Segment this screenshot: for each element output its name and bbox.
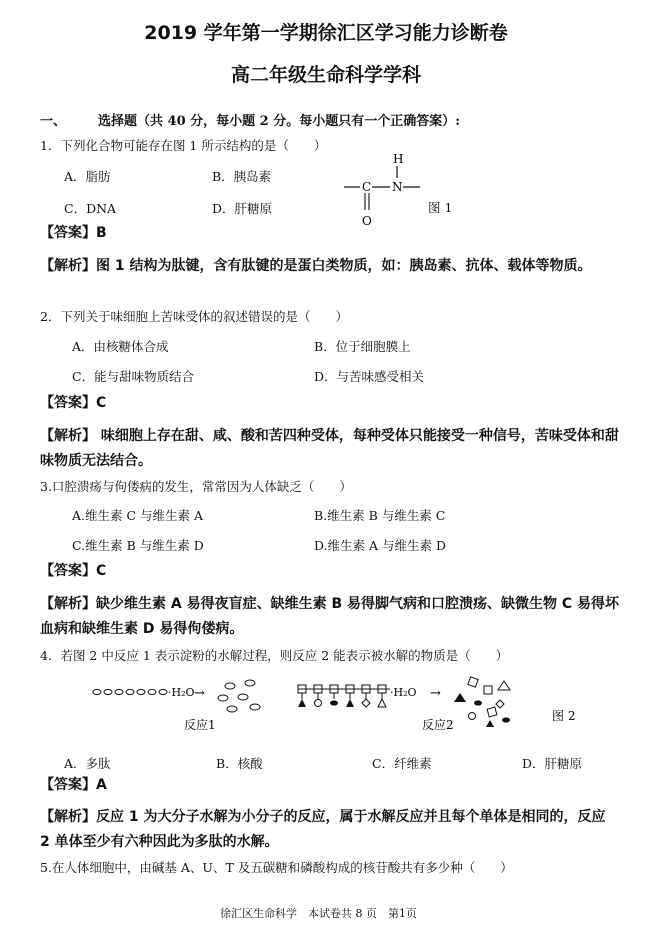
reaction-2-monomers	[454, 677, 510, 727]
question-1-explanation: 【解析】图 1 结构为肽键，含有肽键的是蛋白类物质，如：胰岛素、抗体、载体等物质。	[40, 258, 592, 274]
question-4-option-c: C．纤维素	[372, 756, 432, 771]
question-3-option-a: A.维生素 C 与维生素 A	[72, 508, 204, 523]
question-3-answer: 【答案】C	[40, 563, 107, 579]
reaction-1-water: ·H₂O	[168, 686, 195, 699]
figure-2-hydrolysis	[80, 672, 620, 750]
question-4-explanation: 【解析】反应 1 为大分子水解为小分子的反应，属于水解反应并且每个单体是相同的，反应 2 单体至少有六种因此为多肽的水解。	[40, 809, 606, 850]
question-4-option-a: A．多肽	[64, 756, 111, 771]
reaction-1-arrow: →	[194, 686, 205, 701]
page-subtitle: 高二年级生命科学学科	[230, 64, 421, 86]
question-3-option-b: B.维生素 B 与维生素 C	[314, 508, 446, 523]
question-2-option-d: D．与苦味感受相关	[314, 369, 425, 384]
atom-c: C	[362, 180, 372, 194]
question-2-explanation: 【解析】 味细胞上存在甜、咸、酸和苦四种受体，每种受体只能接受一种信号，苦味受体和甜味物质无法结合。	[40, 428, 619, 469]
reaction-2-polymer-chain	[298, 685, 390, 707]
question-4-stem: 4．若图 2 中反应 1 表示淀粉的水解过程，则反应 2 能表示被水解的物质是（ ）	[40, 648, 509, 663]
question-1-option-a: A．脂肪	[64, 169, 111, 184]
question-1-answer: 【答案】B	[40, 225, 107, 241]
question-2-option-c: C．能与甜味物质结合	[72, 369, 195, 384]
question-1-option-b: B．胰岛素	[212, 169, 272, 184]
question-1-option-d: D．肝糖原	[212, 201, 273, 216]
atom-h: H	[393, 152, 404, 166]
atom-n: N	[392, 180, 403, 194]
section-title: 选择题（共 40 分，每小题 2 分。每小题只有一个正确答案）:	[98, 114, 461, 129]
page-title: 2019 学年第一学期徐汇区学习能力诊断卷	[144, 22, 508, 44]
atom-o: O	[362, 214, 372, 228]
question-1-option-c: C．DNA	[64, 201, 117, 216]
question-3-option-d: D.维生素 A 与维生素 D	[314, 538, 447, 553]
question-2-option-b: B．位于细胞膜上	[314, 339, 411, 354]
question-3-option-c: C.维生素 B 与维生素 D	[72, 538, 204, 553]
figure-1-label: 图 1	[428, 200, 453, 215]
reaction-2-label: 反应2	[422, 718, 454, 732]
question-2-answer: 【答案】C	[40, 395, 107, 411]
question-4-answer: 【答案】A	[40, 777, 107, 793]
reaction-2-water: ·H₂O	[390, 686, 417, 699]
question-2-option-a: A．由核糖体合成	[72, 339, 169, 354]
question-1-stem: 1．下列化合物可能存在图 1 所示结构的是（ ）	[40, 138, 327, 153]
reaction-1-label: 反应1	[184, 718, 216, 732]
question-4-option-d: D．肝糖原	[522, 756, 583, 771]
figure-2-label: 图 2	[552, 709, 576, 723]
reaction-1-polymer-chain	[93, 689, 167, 694]
question-3-stem: 3.口腔溃疡与佝偻病的发生，常常因为人体缺乏（ ）	[40, 479, 352, 494]
page-footer: 徐汇区生命科学 本试卷共 8 页 第1页	[220, 907, 417, 920]
section-number: 一、	[40, 114, 67, 129]
question-4-option-b: B．核酸	[216, 756, 263, 771]
question-3-explanation: 【解析】缺少维生素 A 易得夜盲症、缺维生素 B 易得脚气病和口腔溃疡、缺微生物 C 易得坏血病和缺维生素 D 易得佝偻病。	[40, 596, 620, 637]
figure-1-peptide-bond	[340, 150, 480, 232]
reaction-1-monomers	[218, 680, 260, 712]
question-2-stem: 2．下列关于味细胞上苦味受体的叙述错误的是（ ）	[40, 309, 348, 324]
reaction-2-arrow: →	[430, 686, 441, 701]
question-5-stem: 5.在人体细胞中，由碱基 A、U、T 及五碳糖和磷酸构成的核苷酸共有多少种（ ）	[40, 860, 513, 875]
